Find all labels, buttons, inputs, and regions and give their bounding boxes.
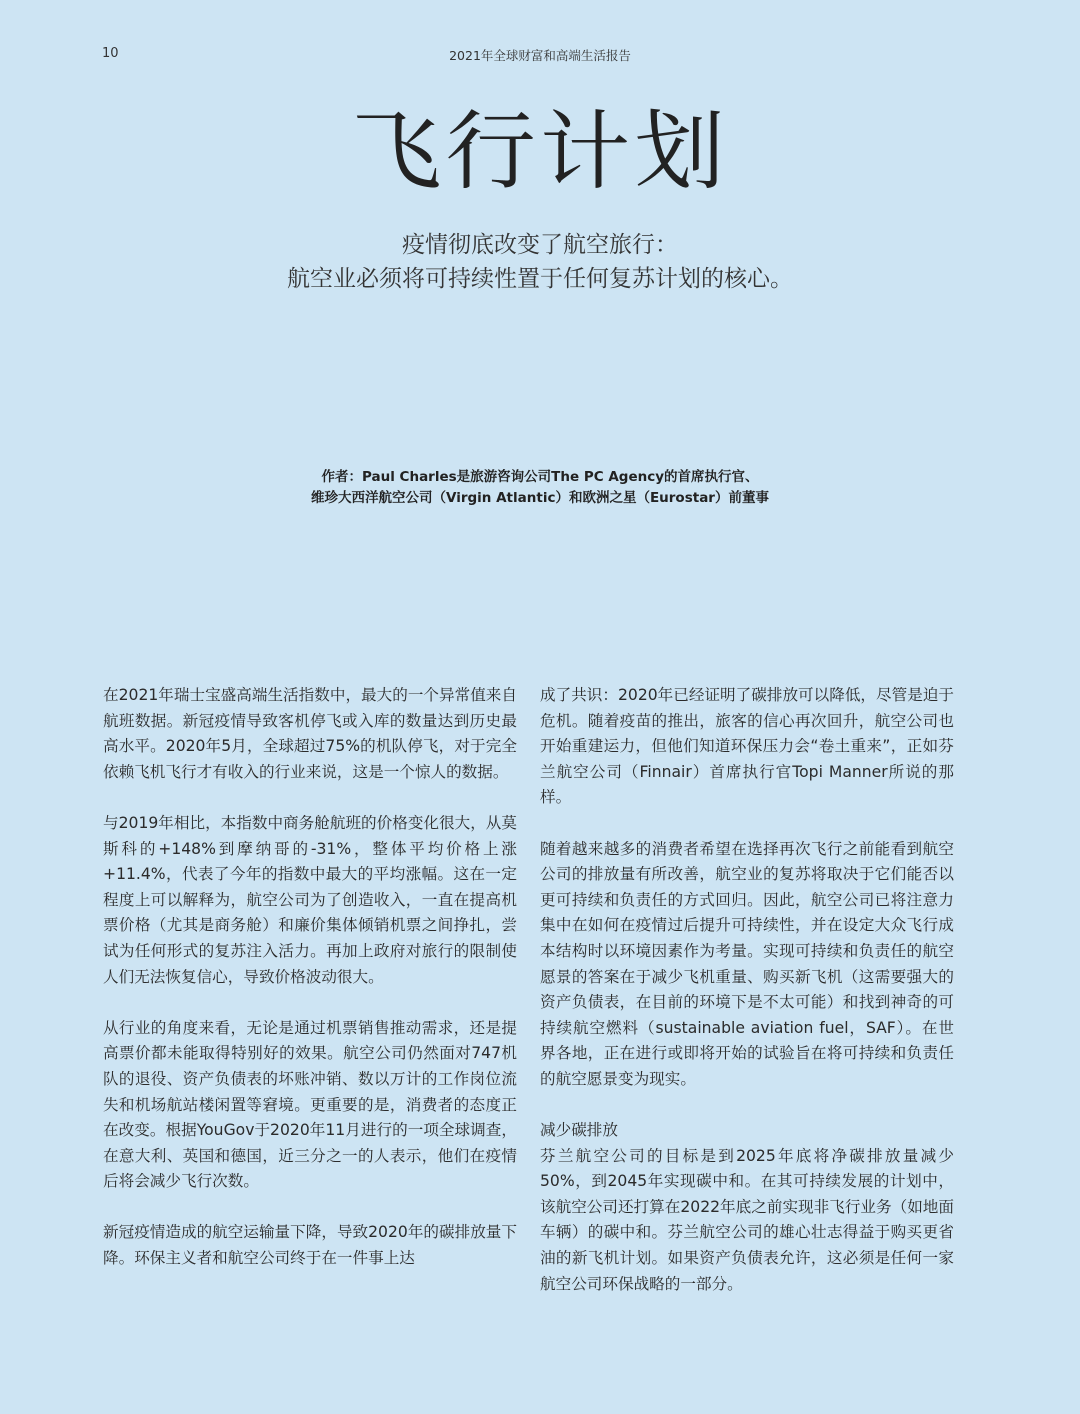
paragraph: 随着越来越多的消费者希望在选择再次飞行之前能看到航空公司的排放量有所改善，航空业的复苏将取决于它们能否以更可持续和负责任的方式回归。因此，航空公司已将注意力集中在如何在疫情过后提升可持续性，并在设定大众飞行成本结构时以环境因素作为考量。实现可持续和负责任的航空愿景的答案在于减少飞机重量、购买新飞机（这需要强大的资产负债表，在目前的环境下是不太可能）和找到神奇的可持续航空燃料（sustainable aviation fuel，SAF）。在世界各地，正在进行或即将开始的试验旨在将可持续和负责任的航空愿景变为现实。	[540, 839, 954, 1088]
paragraph: 成了共识：2020年已经证明了碳排放可以降低，尽管是迫于危机。随着疫苗的推出，旅客的信心再次回升，航空公司也开始重建运力，但他们知道环保压力会“卷土重来”，正如芬兰航空公司（Finnair）首席执行官Topi Manner所说的那样。	[540, 686, 954, 807]
running-header: 2021年全球财富和高端生活报告	[449, 48, 631, 63]
paragraph: 在2021年瑞士宝盛高端生活指数中，最大的一个异常值来自航班数据。新冠疫情导致客机停飞或入库的数量达到历史最高水平。2020年5月，全球超过75%的机队停飞，对于完全依赖飞机飞行才有收入的行业来说，这是一个惊人的数据。	[103, 686, 517, 781]
article-subtitle	[0, 228, 1080, 296]
section-heading: 减少碳排放	[540, 1121, 618, 1140]
subtitle-line-2: 航空业必须将可持续性置于任何复苏计划的核心。	[287, 266, 793, 292]
author-byline	[0, 467, 1080, 509]
paragraph: 芬兰航空公司的目标是到2025年底将净碳排放量减少50%，到2045年实现碳中和。在其可持续发展的计划中，该航空公司还打算在2022年底之前实现非飞行业务（如地面车辆）的碳中和。芬兰航空公司的雄心壮志得益于购买更省油的新飞机计划。如果资产负债表允许，这必须是任何一家航空公司环保战略的一部分。	[540, 1146, 954, 1293]
byline-line-1: 作者：Paul Charles是旅游咨询公司The PC Agency的首席执行官、	[321, 469, 759, 485]
right-column	[540, 683, 954, 1323]
article-title: 飞行计划	[350, 102, 729, 202]
paragraph: 与2019年相比，本指数中商务舱航班的价格变化很大，从莫斯科的+148%到摩纳哥的-31%，整体平均价格上涨+11.4%，代表了今年的指数中最大的平均涨幅。这在一定程度上可以解释为，航空公司为了创造收入，一直在提高机票价格（尤其是商务舱）和廉价集体倾销机票之间挣扎，尝试为任何形式的复苏注入活力。再加上政府对旅行的限制使人们无法恢复信心，导致价格波动很大。	[103, 813, 517, 986]
subtitle-line-1: 疫情彻底改变了航空旅行：	[402, 232, 678, 258]
paragraph: 新冠疫情造成的航空运输量下降，导致2020年的碳排放量下降。环保主义者和航空公司终于在一件事上达	[103, 1223, 517, 1268]
byline-line-2: 维珍大西洋航空公司（Virgin Atlantic）和欧洲之星（Eurostar）前董事	[311, 490, 769, 506]
page-number: 10	[102, 46, 119, 61]
left-column	[103, 683, 517, 1297]
paragraph: 从行业的角度来看，无论是通过机票销售推动需求，还是提高票价都未能取得特别好的效果。航空公司仍然面对747机队的退役、资产负债表的坏账冲销、数以万计的工作岗位流失和机场航站楼闲置等窘境。更重要的是，消费者的态度正在改变。根据YouGov于2020年11月进行的一项全球调查，在意大利、英国和德国，近三分之一的人表示，他们在疫情后将会减少飞行次数。	[103, 1018, 517, 1191]
